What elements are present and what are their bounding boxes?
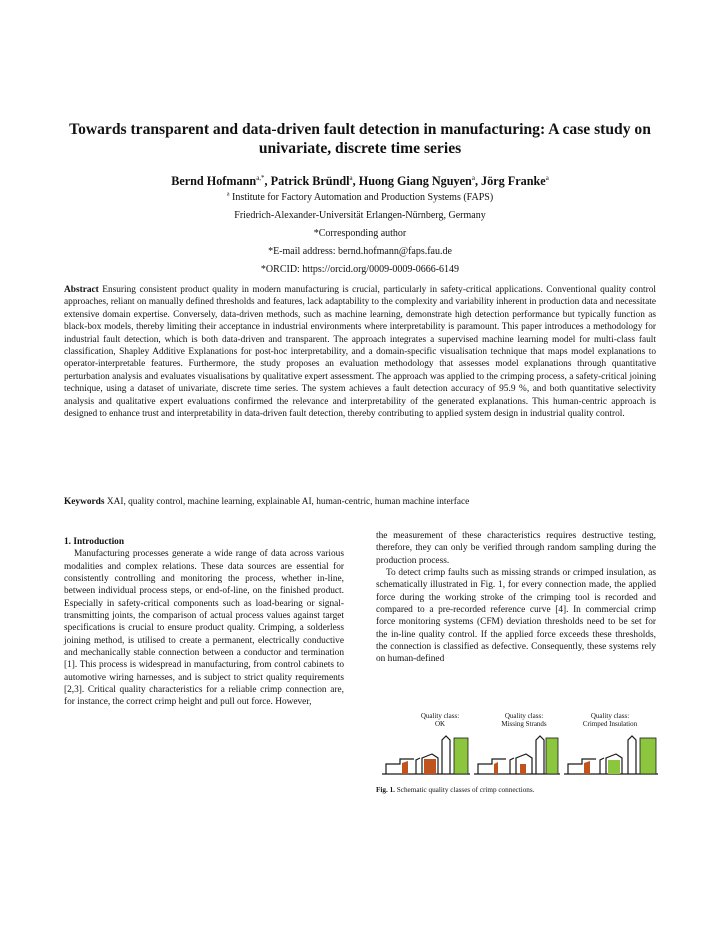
author-sup: a,* (256, 173, 265, 182)
keywords-text: XAI, quality control, machine learning, explainable AI, human-centric, human machine interface (104, 497, 470, 507)
figure-label-crimped-insulation: Quality class: Crimped Insulation (582, 712, 638, 728)
crimp-crimped-insulation (564, 736, 658, 774)
orcid-line: *ORCID: https://orcid.org/0009-0009-0666-6149 (260, 264, 460, 275)
author-sup: a (471, 173, 475, 182)
author-list (60, 174, 660, 189)
figure-caption-text: Schematic quality classes of crimp connections. (394, 786, 535, 794)
author-sup: a (349, 173, 353, 182)
affiliation-institute-text: Institute for Factory Automation and Production Systems (FAPS) (229, 192, 494, 203)
figure-caption-label: Fig. 1. (376, 786, 395, 794)
figure-label-ok: Quality class: OK (420, 712, 460, 728)
author-name: Patrick Bründl (270, 174, 350, 188)
crimp-ok (382, 736, 470, 774)
affiliation-university: Friedrich-Alexander-Universität Erlangen-Nürnberg, Germany (234, 210, 486, 221)
keywords (64, 496, 656, 508)
abstract-label: Abstract (64, 285, 99, 295)
author-name: Huong Giang Nguyen (358, 174, 472, 188)
crimp-schematic (380, 714, 660, 780)
abstract (64, 284, 656, 420)
author-sep: , (352, 174, 359, 188)
paragraph: the measurement of these characteristics requires destructive testing, therefore, they can only be verified through random sampling during the production process. (376, 531, 656, 566)
author-sep: , (264, 174, 271, 188)
right-column (376, 530, 656, 666)
author-sep: , (474, 174, 482, 188)
left-column (64, 536, 344, 709)
author-sup: a (545, 173, 549, 182)
figure-caption (376, 786, 656, 795)
affiliation-institute (60, 192, 660, 204)
author-name: Bernd Hofmann (171, 174, 257, 188)
paper-title: Towards transparent and data-driven fault detection in manufacturing: A case study on univariate, discrete time series (69, 121, 651, 157)
figure-label-missing-strands: Quality class: Missing Strands (501, 712, 547, 728)
email-address: *E-mail address: bernd.hofmann@faps.fau.de (268, 246, 452, 257)
crimp-missing-strands (474, 736, 560, 774)
section-heading: 1. Introduction (64, 537, 125, 547)
affiliation-sup: a (226, 191, 230, 198)
corresponding-author: *Corresponding author (313, 228, 407, 239)
author-name: Jörg Franke (481, 174, 546, 188)
figure-crimp-classes (380, 714, 660, 780)
paragraph: Manufacturing processes generate a wide range of data across various modalities and complex relations. These data sources are essential for consistently controlling and monitoring the process, whether in-line, between individual process steps, or end-of-line, on the finished product. Especially in safety-critical components such as load-bearing or signal-transmitting joints, the comparison of actual process values against target specifications is crucial to ensure product quality. Crimping, a solderless joining method, is utilised to create a permanent, electrically conductive and mechanically stable connection between a conductor and termination [1]. This process is widespread in manufacturing, from control cabinets to automotive wiring harnesses, and is subject to strict quality requirements [2,3]. Critical quality characteristics for a reliable crimp connection are, for instance, the correct crimp height and pull out force. However, (64, 549, 344, 708)
abstract-text: Ensuring consistent product quality in modern manufacturing is crucial, particularly in safety-critical applications. Conventional quality control approaches, reliant on manually defined thresholds and features, lack adaptability to the complexity and variability inherent in production data and necessitate extensive domain expertise. Conversely, data-driven methods, such as machine learning, demonstrate high detection performance but typically function as black-box models, thereby limiting their acceptance in industrial environments where interpretability is paramount. This paper introduces a methodology for industrial fault detection, which is both data-driven and transparent. The approach integrates a supervised machine learning model for multi-class fault classification, Shapley Additive Explanations for post-hoc interpretability, and a domain-specific visualisation technique that maps model explanations to operator-interpretable features. Furthermore, the study proposes an evaluation methodology that assesses model explanations through quantitative perturbation analysis and evaluates visualisations by qualitative expert assessment. The approach was applied to the crimping process, a safety-critical joining technique, using a dataset of univariate, discrete time series. The system achieves a fault detection accuracy of 95.9 %, and both quantitative selectivity analysis and qualitative expert evaluations confirmed the relevance and interpretability of the generated explanations. This human-centric approach is designed to enhance trust and interpretability in data-driven fault detection, thereby contributing to applied system design in industrial quality control. (64, 285, 656, 420)
keywords-label: Keywords (64, 497, 105, 507)
paragraph: To detect crimp faults such as missing strands or crimped insulation, as schematically illustrated in Fig. 1, for every connection made, the applied force during the working stroke of the crimping tool is recorded and compared to a pre-recorded reference curve [4]. In commercial crimp force monitoring systems (CFM) deviation thresholds need to be set for the in-line quality control. If the applied force exceeds these thresholds, the connection is classified as defective. Consequently, these systems rely on human-defined (376, 568, 656, 665)
